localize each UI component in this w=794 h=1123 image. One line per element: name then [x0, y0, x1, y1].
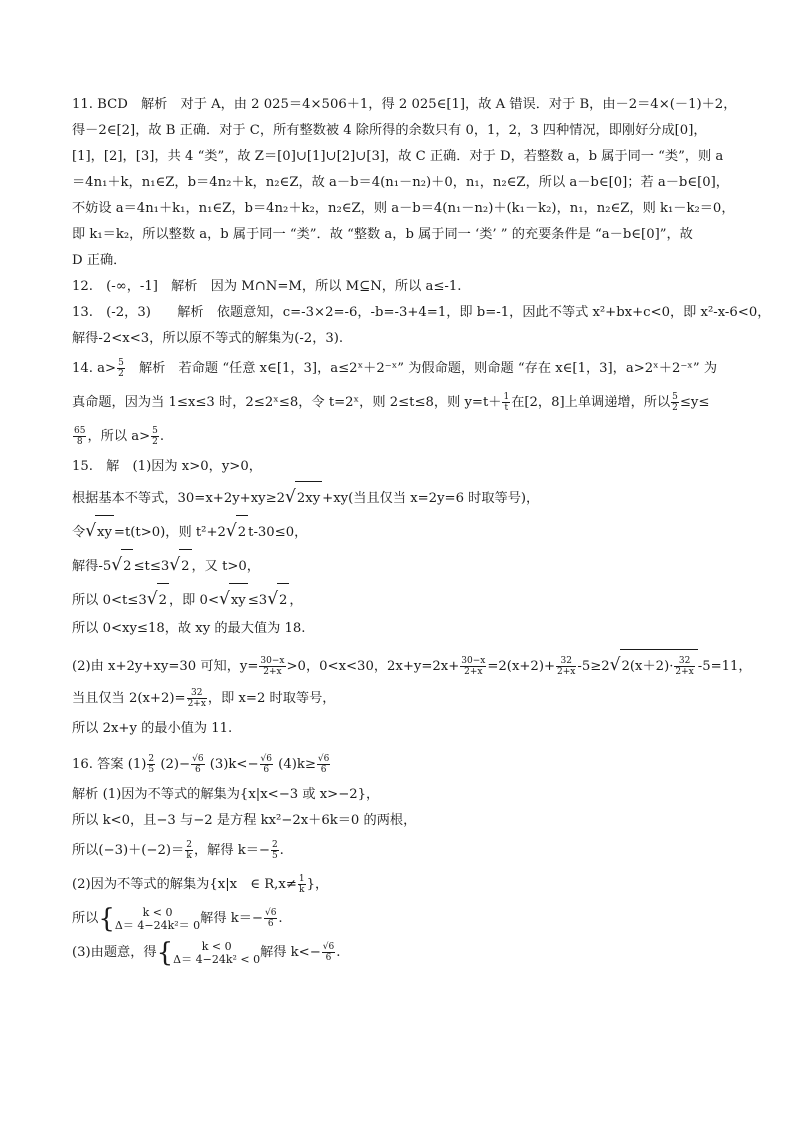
- text-line: 所以 0<xy≤18，故 xy 的最大值为 18.: [72, 621, 306, 636]
- text-line: 16. 答案 (1) $\frac{2}{5}$ (2)− $\frac{√6}{6}$ (3)k<− $\frac{√6}{6}$ (4)k≥ $\frac{√6}{6}$: [72, 754, 330, 775]
- equation-system: k < 0 Δ＝ 4−24k²＝ 0: [114, 905, 201, 932]
- fraction: $\frac{65}{8}$: [74, 426, 86, 447]
- text-line: 所以{ k < 0 Δ＝ 4−24k²＝ 0 解得 k＝− $\frac{√6}{6}$ .: [72, 903, 283, 934]
- text-line: $\frac{65}{8}$ ，所以 a> $\frac{5}{2}$ .: [74, 426, 165, 447]
- text-line: [1]，[2]，[3]，共 4 “类”，故 Z＝[0]∪[1]∪[2]∪[3]，故 C 正确．对于 D，若整数 a，b 属于同一 “类”，则 a: [72, 149, 724, 164]
- solution-12: 12. (-∞，-1] 解析 因为 M∩N=M，所以 M⊆N，所以 a≤-1.: [72, 279, 462, 294]
- solution-11: [72, 92, 737, 274]
- text-line: 所以(−3)＋(−2)＝ $\frac{2}{k}$ ，解得 k＝− $\frac{2}{5}$ .: [72, 840, 284, 861]
- text-line: 解析 (1)因为不等式的解集为{x|x<−3 或 x>−2}，: [72, 787, 380, 802]
- text-line: 所以 2x+y 的最小值为 11.: [72, 721, 233, 736]
- text-line: D 正确．: [72, 253, 127, 268]
- text-line: 15. 解 (1)因为 x>0，y>0，: [72, 459, 262, 474]
- text-line: 即 k₁＝k₂，所以整数 a，b 属于同一 “类”．故 “整数 a，b 属于同一 ‘类’ ” 的充要条件是 “a－b∈[0]”，故: [72, 227, 693, 242]
- text-line: 令√xy =t(t>0)，则 t²+2√2 t-30≤0，: [72, 514, 722, 548]
- text-line: ＝4n₁＋k，n₁∈Z，b＝4n₂＋k，n₂∈Z，故 a－b＝4(n₁－n₂)＋0，n₁，n₂∈Z，所以 a－b∈[0]；若 a－b∈[0]，: [72, 175, 729, 190]
- text-line: 根据基本不等式，30=x+2y+xy≥2√2xy +xy(当且仅当 x=2y=6 时取等号)，: [72, 480, 722, 514]
- solution-13-line-1: 13. (-2，3) 解析 依题意知，c=-3×2=-6，-b=-3+4=1，即 b=-1，因此不等式 x²+bx+c<0，即 x²-x-6<0，: [72, 305, 771, 320]
- text-line: (2)由 x+2y+xy=30 可知，y= $\frac{30-x}{2+x}$ >0，0<x<30，2x+y=2x+ $\frac{30-x}{2+x}$ =2(x+2)+ $\frac{32}{2+x}$ -5≥2√2(x＋2)· $\frac{32}{2+x}$ -5=11，: [72, 648, 722, 682]
- fraction: $\frac{1}{t}$: [503, 392, 510, 413]
- text-line: 11. BCD 解析 对于 A，由 2 025＝4×506＋1，得 2 025∈[1]，故 A 错误．对于 B，由－2＝4×(－1)＋2，: [72, 97, 737, 112]
- answer-page: [72, 92, 771, 970]
- solution-14: [72, 352, 722, 454]
- text-line: (3)由题意，得{ k < 0 Δ＝ 4−24k² < 0 解得 k<− $\frac{√6}{6}$ .: [72, 937, 341, 968]
- text-line: 当且仅当 2(x+2)= $\frac{32}{2+x}$ ，即 x=2 时取等号，: [72, 688, 336, 709]
- solution-13-line-2: 解得-2<x<3，所以原不等式的解集为(-2，3).: [72, 331, 344, 346]
- text-line: 所以 k<0，且−3 与−2 是方程 kx²−2x＋6k＝0 的两根，: [72, 813, 417, 828]
- equation-system: k < 0 Δ＝ 4−24k² < 0: [173, 939, 261, 966]
- text-line: 14. a> $\frac{5}{2}$ 解析 若命题 “任意 x∈[1，3]，a≤2ˣ＋2⁻ˣ” 为假命题，则命题 “存在 x∈[1，3]，a>2ˣ＋2⁻ˣ” 为: [72, 358, 718, 379]
- text-line: 解得-5√2 ≤t≤3√2 ，又 t>0，: [72, 548, 722, 582]
- text-line: 真命题，因为当 1≤x≤3 时，2≤2ˣ≤8，令 t=2ˣ，则 2≤t≤8，则 y=t＋ $\frac{1}{t}$ 在[2，8]上单调递增，所以 $\frac{5}{2}$ ≤y≤: [72, 392, 710, 413]
- fraction: $\frac{5}{2}$: [118, 358, 124, 379]
- text-line: (2)因为不等式的解集为{x|x ∈ R,x≠ $\frac{1}{k}$ }，: [72, 874, 329, 895]
- solution-16: [72, 748, 722, 970]
- fraction: $\frac{5}{2}$: [672, 392, 678, 413]
- text-line: 不妨设 a＝4n₁＋k₁，n₁∈Z，b＝4n₂＋k₂，n₂∈Z，则 a－b＝4(n₁－n₂)＋(k₁－k₂)，n₁，n₂∈Z，则 k₁－k₂＝0，: [72, 201, 735, 216]
- text-line: 得－2∈[2]，故 B 正确．对于 C，所有整数被 4 除所得的余数只有 0，1，2，3 四种情况，即刚好分成[0]，: [72, 123, 707, 138]
- solution-15: [72, 454, 752, 742]
- fraction: $\frac{5}{2}$: [152, 426, 158, 447]
- text-line: 所以 0<t≤3√2 ，即 0<√xy ≤3√2 ，: [72, 582, 722, 616]
